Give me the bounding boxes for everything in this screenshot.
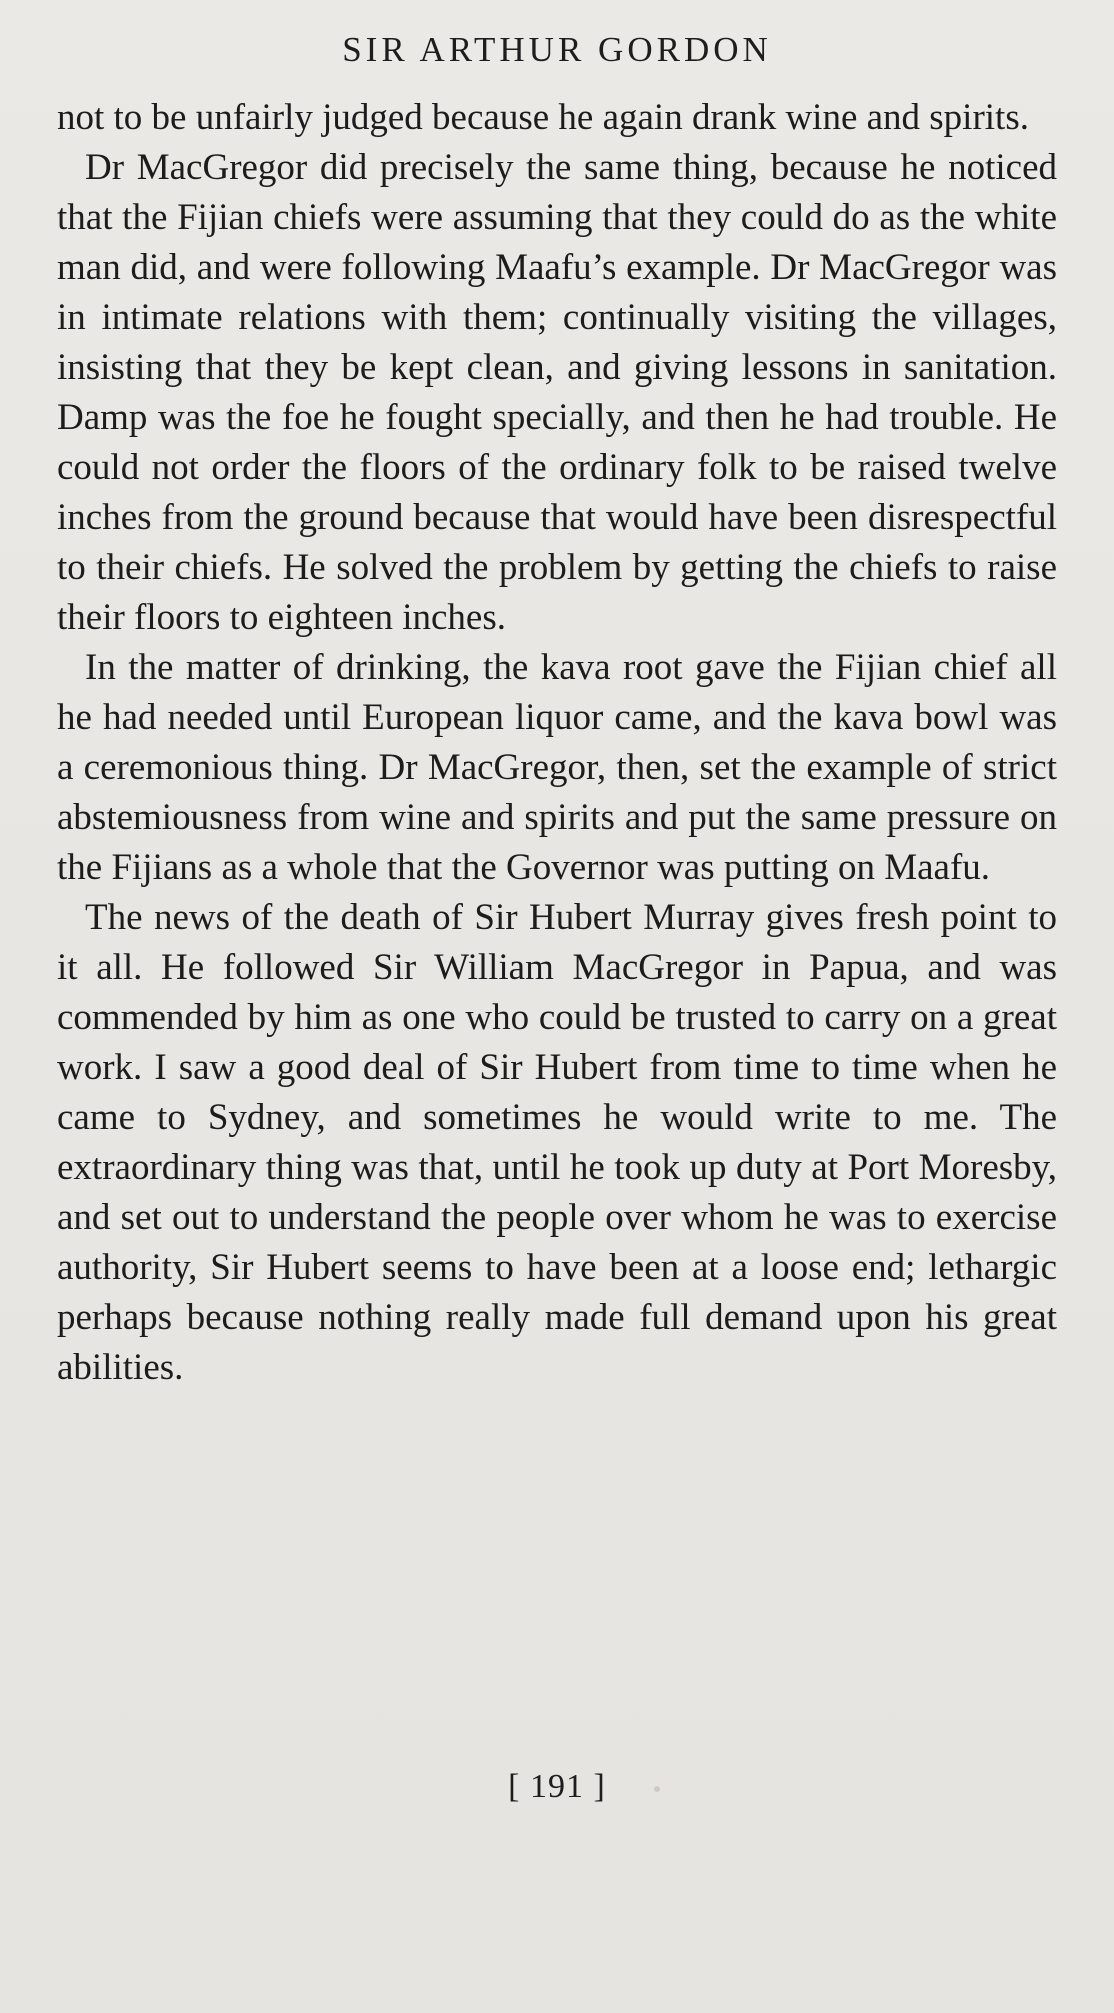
paragraph-3: In the matter of drinking, the kava root gave the Fijian chief all he had needed until European liquor came, and the kava bowl was a ceremonious thing. Dr MacGregor, then, set the example of strict abstemiousness from wine and spirits and put the same pressure on the Fijians as a whole that the Governor was putting on Maafu. [57,647,1057,888]
paragraph-2: Dr MacGregor did precisely the same thing, because he noticed that the Fijian chiefs were assuming that they could do as the white man did, and were following Maafu’s example. Dr MacGregor was in intimate relations with them; continually visiting the villages, insisting that they be kept clean, and giving lessons in sanitation. Damp was the foe he fought specially, and then he had trouble. He could not order the floors of the ordinary folk to be raised twelve inches from the ground because that would have been disrespectful to their chiefs. He solved the problem by getting the chiefs to raise their floors to eighteen inches. [57,147,1057,638]
paragraph-1: not to be unfairly judged because he again drank wine and spirits. [57,97,1029,138]
page-number: [ 191 ] [508,1768,606,1805]
running-head: SIR ARTHUR GORDON [342,30,772,69]
paper-speck [654,1786,660,1792]
paragraph-4: The news of the death of Sir Hubert Murray gives fresh point to it all. He followed Sir William MacGregor in Papua, and was commended by him as one who could be trusted to carry on a great work. I saw a good deal of Sir Hubert from time to time when he came to Sydney, and sometimes he would write to me. The extraordinary thing was that, until he took up duty at Port Moresby, and set out to understand the people over whom he was to exercise authority, Sir Hubert seems to have been at a loose end; lethargic perhaps because nothing really made full demand upon his great abilities. [57,897,1057,1388]
body-text [57,93,1057,1393]
